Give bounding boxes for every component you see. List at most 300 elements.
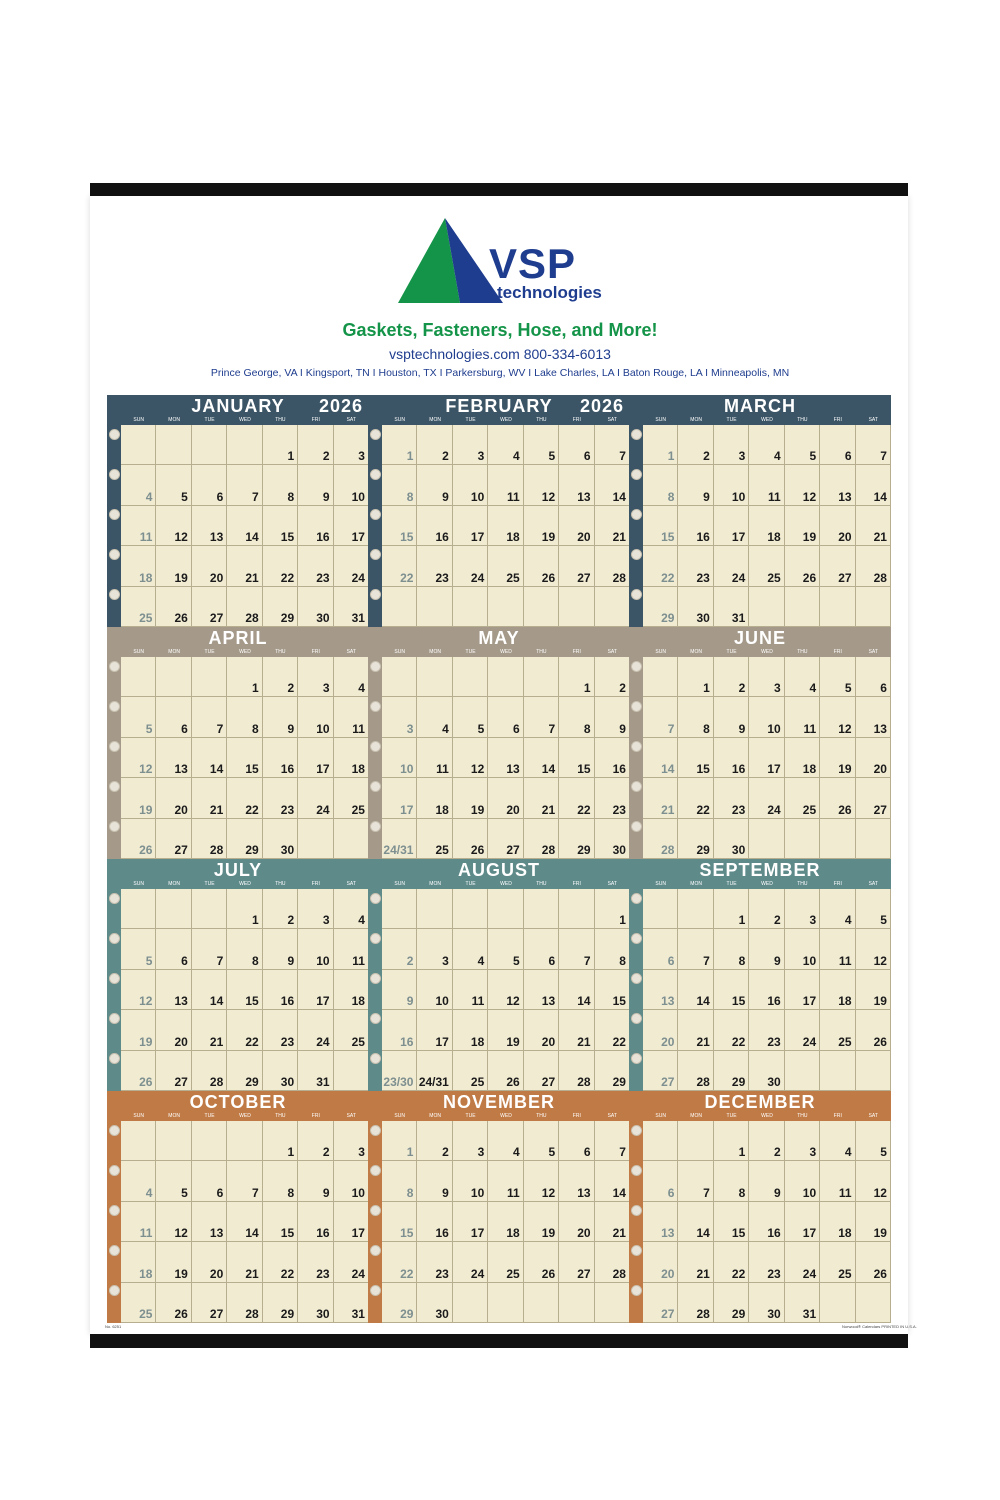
- day-cell: [382, 546, 417, 586]
- day-number: 14: [577, 994, 591, 1009]
- day-cell: [856, 1283, 891, 1323]
- day-cell: [559, 587, 594, 627]
- day-number: 23: [280, 1034, 295, 1049]
- binding-rail: [107, 425, 121, 627]
- punch-hole-icon: [631, 549, 642, 560]
- month-name: NOVEMBER: [442, 1092, 555, 1112]
- day-number: 9: [774, 1185, 781, 1200]
- day-cell: [298, 697, 333, 737]
- weekday-label: WED: [239, 649, 251, 655]
- day-cell: [192, 1242, 227, 1282]
- day-cell: [453, 587, 488, 627]
- day-cell: [856, 546, 891, 586]
- month-block: [107, 859, 369, 1091]
- day-cell: [785, 465, 820, 505]
- day-cell: [488, 738, 523, 778]
- weekday-label: TUE: [726, 417, 737, 423]
- punch-hole-icon: [631, 1285, 642, 1296]
- binding-rail: [107, 1121, 121, 1323]
- day-cell: [453, 1202, 488, 1242]
- weekday-label: SUN: [655, 417, 666, 423]
- day-number: 4: [809, 681, 817, 696]
- day-cell: [820, 929, 855, 969]
- day-number: 11: [436, 762, 449, 777]
- day-number: 2: [406, 953, 414, 968]
- day-cell: [488, 587, 523, 627]
- month-grid: [121, 657, 369, 859]
- day-cell: [678, 1242, 713, 1282]
- day-cell: [643, 587, 678, 627]
- binding-rail: [629, 889, 643, 1091]
- day-cell: [263, 465, 298, 505]
- punch-hole-icon: [370, 589, 381, 600]
- day-number: 2: [738, 681, 746, 696]
- day-cell: [856, 1121, 891, 1161]
- day-number: 26: [506, 1075, 520, 1089]
- day-cell: [417, 819, 452, 859]
- day-cell: [559, 970, 594, 1010]
- day-number: 7: [619, 1145, 626, 1160]
- day-cell: [156, 587, 191, 627]
- weekday-row: [643, 881, 891, 889]
- weekday-label: FRI: [572, 881, 581, 887]
- day-number: 10: [435, 994, 449, 1009]
- day-number: 10: [731, 489, 746, 504]
- month-name: MARCH: [724, 396, 796, 416]
- day-number: 18: [139, 570, 153, 585]
- day-cell: [856, 1010, 891, 1050]
- punch-hole-icon: [109, 821, 120, 832]
- day-number: 13: [506, 762, 520, 777]
- day-cell: [524, 1161, 559, 1201]
- day-number: 5: [809, 449, 817, 464]
- day-number: 20: [506, 802, 520, 817]
- day-cell: [643, 425, 678, 465]
- day-cell: [121, 587, 156, 627]
- day-cell: [643, 889, 678, 929]
- day-cell: [714, 1202, 749, 1242]
- day-cell: [714, 657, 749, 697]
- weekday-label: MON: [168, 649, 180, 655]
- day-cell: [382, 425, 417, 465]
- day-cell: [227, 1161, 262, 1201]
- month-block: [368, 859, 630, 1091]
- day-number: 7: [703, 953, 710, 968]
- day-cell: [856, 819, 891, 859]
- day-number: 3: [358, 449, 365, 464]
- day-cell: [263, 738, 298, 778]
- day-cell: [714, 465, 749, 505]
- day-cell: [559, 1121, 594, 1161]
- day-number: 4: [442, 721, 449, 736]
- day-cell: [595, 546, 630, 586]
- day-number: 30: [435, 1307, 449, 1321]
- day-number: 24: [802, 1266, 817, 1281]
- day-number: 22: [280, 1266, 295, 1281]
- day-number: 9: [322, 489, 330, 504]
- day-cell: [263, 1283, 298, 1323]
- punch-hole-icon: [109, 973, 120, 984]
- day-cell: [678, 819, 713, 859]
- day-number: 26: [470, 843, 485, 857]
- day-cell: [156, 929, 191, 969]
- weekday-label: SAT: [607, 881, 617, 887]
- day-number: 8: [287, 489, 295, 504]
- day-cell: [749, 778, 784, 818]
- day-number: 16: [696, 530, 710, 545]
- day-number: 7: [880, 449, 887, 464]
- day-cell: [298, 1283, 333, 1323]
- day-cell: [334, 970, 369, 1010]
- day-number: 15: [612, 994, 626, 1009]
- day-cell: [559, 697, 594, 737]
- day-number: 26: [174, 611, 188, 625]
- day-cell: [156, 738, 191, 778]
- weekday-label: FRI: [833, 1113, 842, 1119]
- day-number: 5: [548, 449, 556, 464]
- day-cell: [263, 506, 298, 546]
- month-block: [629, 395, 891, 627]
- day-number: 15: [245, 994, 259, 1009]
- month-header: [107, 859, 369, 889]
- day-cell: [749, 506, 784, 546]
- month-grid: [382, 889, 630, 1091]
- punch-hole-icon: [631, 1053, 642, 1064]
- locations-line: Prince George, VA I Kingsport, TN I Houston, TX I Parkersburg, WV I Lake Charles, LA I Baton Rouge, LA I Minneapolis, MN: [210, 367, 790, 379]
- day-number: 18: [838, 994, 852, 1009]
- day-number: 11: [803, 721, 817, 736]
- day-number: 26: [541, 1266, 556, 1281]
- day-cell: [121, 1121, 156, 1161]
- day-number: 26: [802, 570, 817, 585]
- day-number: 13: [541, 994, 556, 1009]
- day-cell: [678, 778, 713, 818]
- weekday-row: [643, 417, 891, 425]
- day-number: 14: [245, 530, 259, 545]
- day-cell: [749, 1242, 784, 1282]
- day-cell: [714, 738, 749, 778]
- day-cell: [559, 1202, 594, 1242]
- day-number: 20: [577, 1226, 591, 1241]
- day-number: 20: [174, 1034, 188, 1049]
- day-number: 27: [209, 1307, 224, 1321]
- weekday-row: [382, 881, 630, 889]
- day-cell: [643, 657, 678, 697]
- day-cell: [714, 546, 749, 586]
- day-cell: [417, 1161, 452, 1201]
- punch-hole-icon: [370, 701, 381, 712]
- day-number: 17: [351, 530, 365, 545]
- day-cell: [820, 778, 855, 818]
- month-header: [368, 1091, 630, 1121]
- weekday-label: WED: [761, 1113, 773, 1119]
- day-cell: [524, 546, 559, 586]
- day-number: 18: [351, 994, 365, 1009]
- binding-rail: [368, 657, 382, 859]
- day-number: 2: [619, 681, 626, 696]
- day-cell: [820, 425, 855, 465]
- day-number: 18: [506, 1226, 520, 1241]
- weekday-label: TUE: [204, 881, 215, 887]
- punch-hole-icon: [109, 1205, 120, 1216]
- day-cell: [121, 1202, 156, 1242]
- day-number: 3: [477, 449, 485, 464]
- day-number: 1: [583, 681, 591, 696]
- day-number: 25: [506, 570, 520, 585]
- day-cell: [334, 1242, 369, 1282]
- day-number: 10: [351, 489, 365, 504]
- punch-hole-icon: [109, 1285, 120, 1296]
- day-number: 22: [661, 570, 675, 585]
- day-cell: [856, 1202, 891, 1242]
- day-number: 24: [351, 1266, 365, 1281]
- weekday-label: THU: [536, 881, 547, 887]
- day-cell: [820, 697, 855, 737]
- day-cell: [192, 425, 227, 465]
- day-cell: [678, 546, 713, 586]
- day-number: 19: [506, 1034, 520, 1049]
- day-number: 8: [406, 1185, 414, 1200]
- day-cell: [643, 1121, 678, 1161]
- month-header: [107, 395, 369, 425]
- quarter-band: [107, 859, 891, 1091]
- day-number: 8: [252, 721, 259, 736]
- day-cell: [714, 889, 749, 929]
- weekday-label: FRI: [572, 1113, 581, 1119]
- day-number: 29: [280, 611, 295, 625]
- day-number: 15: [280, 530, 295, 545]
- day-number: 19: [174, 570, 188, 585]
- day-cell: [595, 1161, 630, 1201]
- day-number: 17: [731, 530, 746, 545]
- day-cell: [263, 425, 298, 465]
- day-number: 27: [577, 1266, 591, 1281]
- day-cell: [382, 697, 417, 737]
- day-number: 14: [661, 762, 675, 777]
- day-cell: [488, 1010, 523, 1050]
- weekday-label: MON: [429, 649, 441, 655]
- binding-rail: [368, 425, 382, 627]
- day-cell: [785, 546, 820, 586]
- day-number: 19: [838, 762, 852, 777]
- day-cell: [227, 738, 262, 778]
- day-cell: [417, 657, 452, 697]
- day-number: 5: [145, 721, 153, 736]
- day-number: 7: [703, 1185, 710, 1200]
- day-cell: [227, 819, 262, 859]
- day-cell: [714, 1051, 749, 1091]
- day-number: 3: [774, 681, 781, 696]
- day-cell: [334, 1283, 369, 1323]
- day-cell: [263, 889, 298, 929]
- day-cell: [417, 889, 452, 929]
- day-cell: [820, 1010, 855, 1050]
- punch-hole-icon: [370, 429, 381, 440]
- day-number: 23: [767, 1034, 781, 1049]
- day-cell: [334, 697, 369, 737]
- weekday-label: SUN: [133, 1113, 144, 1119]
- day-cell: [559, 1283, 594, 1323]
- day-number: 1: [287, 1145, 295, 1160]
- day-cell: [382, 929, 417, 969]
- day-cell: [298, 1202, 333, 1242]
- day-cell: [453, 546, 488, 586]
- day-number: 13: [209, 530, 224, 545]
- weekday-label: THU: [275, 417, 286, 423]
- day-number: 1: [252, 681, 259, 696]
- weekday-label: THU: [797, 881, 808, 887]
- footer-right: Norwood® Calendars PRINTED IN U.S.A.: [842, 1324, 917, 1329]
- day-number: 21: [612, 1226, 626, 1241]
- weekday-label: FRI: [311, 417, 320, 423]
- weekday-label: SUN: [655, 649, 666, 655]
- day-number: 18: [435, 802, 449, 817]
- day-number: 18: [470, 1034, 485, 1049]
- weekday-label: WED: [761, 649, 773, 655]
- day-number: 15: [400, 1226, 414, 1241]
- day-cell: [121, 1010, 156, 1050]
- day-cell: [749, 657, 784, 697]
- day-cell: [192, 546, 227, 586]
- day-number: 13: [873, 721, 887, 736]
- day-cell: [156, 889, 191, 929]
- day-cell: [785, 506, 820, 546]
- day-cell: [643, 1051, 678, 1091]
- day-number: 26: [873, 1266, 887, 1281]
- weekday-label: FRI: [833, 649, 842, 655]
- weekday-label: MON: [429, 881, 441, 887]
- day-number: 22: [245, 802, 259, 817]
- day-number: 4: [844, 913, 852, 928]
- day-cell: [453, 819, 488, 859]
- day-number: 8: [738, 953, 746, 968]
- day-number: 7: [252, 1185, 259, 1200]
- day-cell: [453, 425, 488, 465]
- day-cell: [595, 1283, 630, 1323]
- weekday-row: [121, 1113, 369, 1121]
- day-number: 23: [280, 802, 295, 817]
- day-cell: [595, 506, 630, 546]
- day-cell: [453, 889, 488, 929]
- month-name: AUGUST: [458, 860, 540, 880]
- day-number: 11: [838, 953, 852, 968]
- month-block: [107, 627, 369, 859]
- day-number: 14: [209, 994, 224, 1009]
- day-number: 28: [209, 843, 224, 857]
- day-cell: [643, 506, 678, 546]
- day-number: 29: [577, 843, 591, 857]
- day-number: 7: [583, 953, 591, 968]
- day-number: 10: [470, 1185, 485, 1200]
- day-cell: [749, 1121, 784, 1161]
- day-number: 8: [287, 1185, 295, 1200]
- day-number: 17: [470, 530, 485, 545]
- day-cell: [298, 506, 333, 546]
- day-number: 8: [406, 489, 414, 504]
- month-block: [368, 627, 630, 859]
- day-number: 29: [245, 843, 259, 857]
- weekday-label: SAT: [607, 1113, 617, 1119]
- day-cell: [192, 1283, 227, 1323]
- day-number: 28: [612, 570, 626, 585]
- month-grid: [382, 1121, 630, 1323]
- day-cell: [749, 970, 784, 1010]
- day-number: 6: [513, 721, 520, 736]
- day-number: 25: [767, 570, 781, 585]
- day-cell: [856, 506, 891, 546]
- punch-hole-icon: [370, 821, 381, 832]
- day-cell: [334, 587, 369, 627]
- day-number: 31: [316, 1075, 330, 1089]
- weekday-label: SAT: [607, 417, 617, 423]
- day-number: 22: [612, 1034, 626, 1049]
- day-cell: [524, 1283, 559, 1323]
- day-cell: [488, 1242, 523, 1282]
- day-cell: [227, 1202, 262, 1242]
- day-cell: [192, 697, 227, 737]
- day-cell: [192, 1202, 227, 1242]
- day-number: 22: [400, 570, 414, 585]
- weekday-label: WED: [500, 1113, 512, 1119]
- punch-hole-icon: [109, 429, 120, 440]
- day-number: 11: [507, 1185, 520, 1200]
- day-number: 20: [661, 1266, 675, 1281]
- day-cell: [820, 465, 855, 505]
- day-number: 25: [506, 1266, 520, 1281]
- day-number: 28: [661, 843, 675, 857]
- day-cell: [298, 1121, 333, 1161]
- weekday-label: MON: [690, 417, 702, 423]
- binding-rail: [107, 657, 121, 859]
- day-cell: [453, 657, 488, 697]
- day-cell: [595, 1242, 630, 1282]
- day-cell: [417, 738, 452, 778]
- day-cell: [559, 929, 594, 969]
- day-cell: [156, 778, 191, 818]
- day-number: 30: [696, 611, 710, 625]
- punch-hole-icon: [370, 781, 381, 792]
- day-cell: [785, 1051, 820, 1091]
- day-number: 13: [838, 489, 852, 504]
- day-number: 23: [316, 1266, 330, 1281]
- weekday-label: WED: [239, 881, 251, 887]
- day-number: 17: [316, 994, 330, 1009]
- day-number: 10: [767, 721, 781, 736]
- day-number: 12: [139, 994, 153, 1009]
- day-cell: [334, 506, 369, 546]
- punch-hole-icon: [631, 429, 642, 440]
- day-number: 30: [316, 1307, 330, 1321]
- day-cell: [334, 546, 369, 586]
- day-cell: [263, 657, 298, 697]
- day-cell: [785, 738, 820, 778]
- day-cell: [524, 697, 559, 737]
- day-number: 14: [873, 489, 887, 504]
- punch-hole-icon: [109, 1245, 120, 1256]
- day-cell: [749, 587, 784, 627]
- day-number: 5: [181, 489, 188, 504]
- day-cell: [156, 1202, 191, 1242]
- day-cell: [524, 1121, 559, 1161]
- day-cell: [156, 1051, 191, 1091]
- day-cell: [192, 1161, 227, 1201]
- day-cell: [263, 819, 298, 859]
- day-number: 24: [351, 570, 365, 585]
- day-cell: [749, 465, 784, 505]
- day-number: 13: [577, 489, 591, 504]
- day-number: 5: [880, 913, 887, 928]
- punch-hole-icon: [109, 661, 120, 672]
